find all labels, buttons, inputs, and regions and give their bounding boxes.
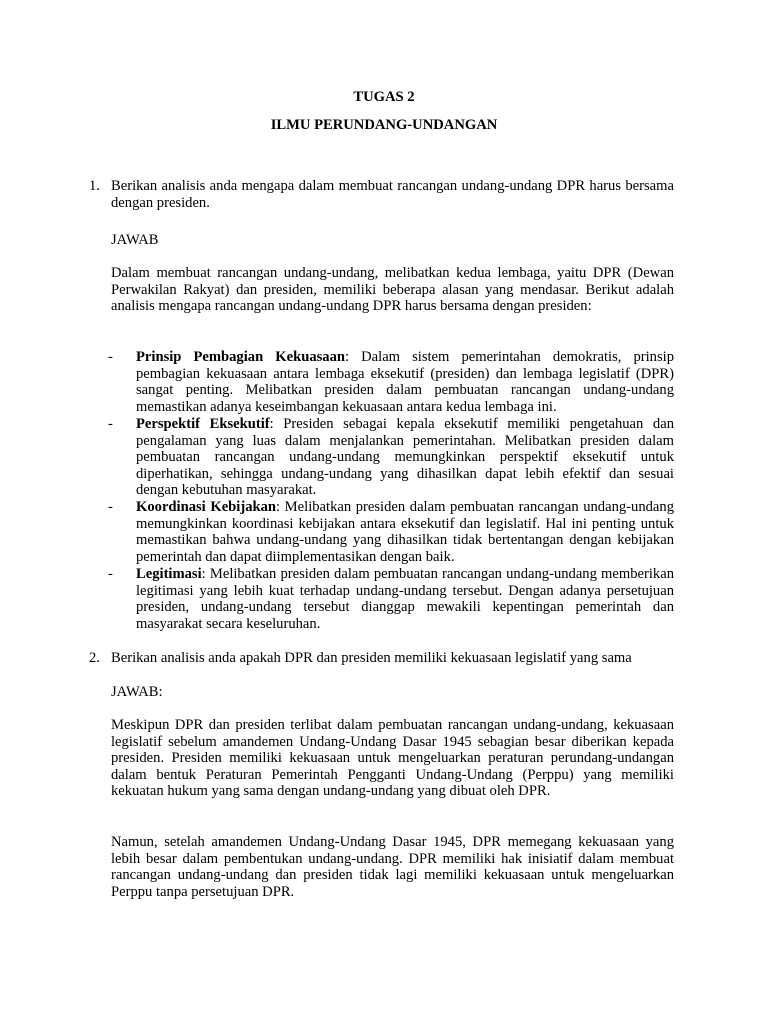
question-1-text: Berikan analisis anda mengapa dalam membuat rancangan undang-undang DPR harus bersama dengan presiden. xyxy=(111,178,674,211)
doc-subtitle: ILMU PERUNDANG-UNDANGAN xyxy=(270,117,498,133)
bullet-term: Perspektif Eksekutif xyxy=(136,416,270,432)
bullet-term: Legitimasi xyxy=(136,566,202,582)
bullet-dash: - xyxy=(108,349,113,365)
doc-title: TUGAS 2 xyxy=(353,89,415,105)
answer-1-label: JAWAB xyxy=(111,232,159,248)
question-1 xyxy=(89,178,674,211)
answer-2-paragraph-1: Meskipun DPR dan presiden terlibat dalam pembuatan rancangan undang-undang, kekuasaan legislatif sebelum amandemen Undang-Undang Dasar 1945 sebagian besar diberikan kepada presiden. Presiden memiliki kekuasaan untuk mengeluarkan peraturan perundang-undangan dalam bentuk Peraturan Pemerintah Pengganti Undang-Undang (Perppu) yang memiliki kekuatan hukum yang sama dengan undang-undang yang dibuat oleh DPR. xyxy=(111,717,674,800)
question-2 xyxy=(89,650,674,667)
answer-1-intro: Dalam membuat rancangan undang-undang, melibatkan kedua lembaga, yaitu DPR (Dewan Perwakilan Rakyat) dan presiden, memiliki beberapa alasan yang mendasar. Berikut adalah analisis mengapa rancangan undang-undang DPR harus bersama dengan presiden: xyxy=(111,265,674,315)
bullet-dash: - xyxy=(108,499,113,515)
bullet-body: : Presiden sebagai kepala eksekutif memiliki pengetahuan dan pengalaman yang luas dalam menjalankan pemerintahan. Melibatkan presiden dalam pembuatan rancangan undang-undang memungkinkan perspektif eksekutif untuk diperhatikan, sehingga undang-undang yang dihasilkan dapat lebih efektif dan sesuai dengan kebutuhan masyarakat. xyxy=(136,416,674,499)
bullet-text xyxy=(136,499,674,565)
answer-2-label: JAWAB: xyxy=(111,684,163,700)
bullet-text xyxy=(136,349,674,415)
question-2-number: 2. xyxy=(89,650,100,666)
answer-2-paragraph-2: Namun, setelah amandemen Undang-Undang Dasar 1945, DPR memegang kekuasaan yang lebih besar dalam pembentukan undang-undang. DPR memiliki hak inisiatif dalam membuat rancangan undang-undang dan presiden tidak lagi memiliki kekuasaan untuk mengeluarkan Perppu tanpa persetujuan DPR. xyxy=(111,834,674,900)
bullet-body: : Melibatkan presiden dalam pembuatan rancangan undang-undang memungkinkan koordinasi kebijakan antara eksekutif dan legislatif. Hal ini penting untuk memastikan bahwa undang-undang yang dihasilkan tidak bertentangan dengan kebijakan pemerintah dan dapat diimplementasikan dengan baik. xyxy=(136,499,674,565)
bullet-text xyxy=(136,416,674,499)
bullet-body: : Melibatkan presiden dalam pembuatan rancangan undang-undang memberikan legitimasi yang lebih kuat terhadap undang-undang tersebut. Dengan adanya persetujuan presiden, undang-undang tersebut dianggap mewakili kepentingan pemerintah dan masyarakat secara keseluruhan. xyxy=(136,566,674,632)
bullet-dash: - xyxy=(108,566,113,582)
question-2-text: Berikan analisis anda apakah DPR dan presiden memiliki kekuasaan legislatif yang sama xyxy=(111,650,632,666)
bullet-term: Koordinasi Kebijakan xyxy=(136,499,277,515)
bullet-text xyxy=(136,566,674,632)
question-1-number: 1. xyxy=(89,178,100,194)
bullet-term: Prinsip Pembagian Kekuasaan xyxy=(136,349,346,365)
bullet-dash: - xyxy=(108,416,113,432)
bullet-body: : Dalam sistem pemerintahan demokratis, prinsip pembagian kekuasaan antara lembaga eksekutif (presiden) dan lembaga legislatif (DPR) sangat penting. Melibatkan presiden dalam pembuatan rancangan undang-undang memastikan adanya keseimbangan kekuasaan antara kedua lembaga ini. xyxy=(136,349,675,415)
